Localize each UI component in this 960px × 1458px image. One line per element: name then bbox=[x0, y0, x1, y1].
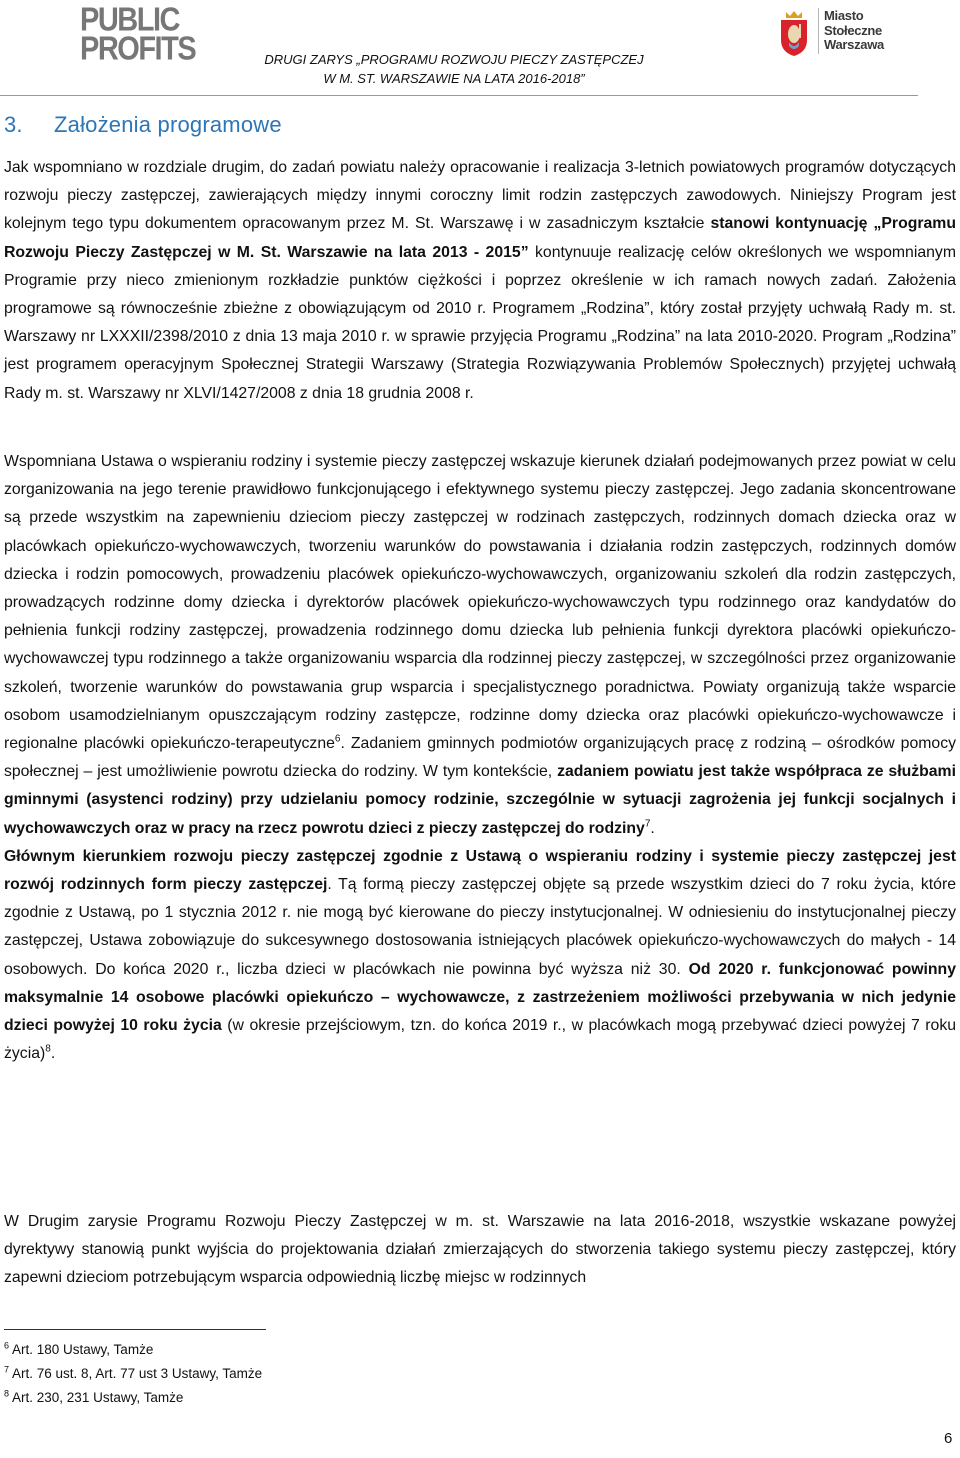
paragraph-1 bbox=[4, 154, 956, 408]
logo-line-1: PUBLIC bbox=[80, 1, 179, 39]
section-heading bbox=[4, 112, 282, 138]
p2-text-1: Wspomniana Ustawa o wspieraniu rodziny i systemie pieczy zastępczej wskazuje kierunek działań podejmowanych przez powiat w celu zorganizowania na jego terenie prawidłowo funkcjonującego i efektywnego systemu pieczy zastępczej. Jego zadania skoncentrowane są przede wszystkim na zapewnieniu dzieciom pieczy zastępczej w rodzinach zastępczych, rodzinnych domach dziecka oraz w placówkach opiekuńczo-wychowawczych, tworzeniu warunków do powstawania i działania rodzin zastępczych, rodzinnych domów dziecka i rodzin pomocowych, prowadzeniu placówek opiekuńczo-wychowawczych, organizowaniu szkoleń dla rodzin zastępczych, prowadzących rodzinne domy dziecka i dyrektorów placówek opiekuńczo-wychowawczych typu rodzinnego oraz kandydatów do pełnienia funkcji rodziny zastępczej, prowadzenia rodzinnego domu dziecka lub pełnienia funkcji dyrektora placówki opiekuńczo-wychowawczej typu rodzinnego a także organizowaniu wsparcia dla rodzinnej pieczy zastępczej, w szczególności przez organizowanie szkoleń, tworzenie warunków do powstawania grup wsparcia i specjalistycznego poradnictwa. Powiaty organizują także wsparcie osobom usamodzielnianym opuszczającym rodziny zastępcze, rodzinne domy dziecka oraz placówki opiekuńczo-wychowawcze i regionalne placówki opiekuńczo-terapeutyczne bbox=[4, 453, 956, 753]
warsaw-crest-icon bbox=[777, 6, 811, 58]
p1-text-1: Jak wspomniano w rozdziale drugim, do zadań powiatu należy opracowanie i realizacja 3-letnich powiatowych programów dotyczących rozwoju pieczy zastępczej, zawierających między innymi coroczny limit rodzin zastępczych zawodowych. Niniejszy Program jest kolejnym tego typu dokumentem opracowanym przez M. St. Warszawę i w zasadniczym kształcie bbox=[4, 159, 956, 233]
p3-text-1: W Drugim zarysie Programu Rozwoju Pieczy Zastępczej w m. st. Warszawie na lata 2016-2018, wszystkie wskazane powyżej dyrektywy stanowią punkt wyjścia do projektowania działań zmierzających do stworzenia takiego systemu pieczy zastępczej, który zapewni dzieciom potrzebującym wsparcia odpowiednią liczbę miejsc w rodzinnych bbox=[4, 1213, 956, 1287]
p2-text-5: (w okresie przejściowym, tzn. do końca 2019 r., w placówkach mogą przebywać dzieci powyżej 7 roku życia) bbox=[4, 1017, 957, 1063]
p2-text-6: . bbox=[50, 1045, 56, 1063]
page-header bbox=[0, 0, 960, 100]
section-number: 3. bbox=[4, 112, 23, 137]
p1-bold-1: stanowi kontynuację „Programu Rozwoju Pieczy Zastępczej w M. St. Warszawie na lata 2013 - 2015” bbox=[4, 215, 956, 261]
document-title bbox=[244, 50, 664, 88]
document-title-line-1: DRUGI ZARYS „PROGRAMU ROZWOJU PIECZY ZASTĘPCZEJ bbox=[264, 52, 644, 67]
p2-bold-1: zadaniem powiatu jest także współpraca ze służbami gminnymi (asystenci rodziny) przy udzielaniu pomocy rodzinie, szczególnie w sytuacji zagrożenia jej funkcji socjalnych i wychowawczych oraz w pracy na rzecz powrotu dzieci z pieczy zastępczej do rodziny bbox=[4, 763, 956, 837]
footnote-text: Art. 180 Ustawy, Tamże bbox=[9, 1342, 154, 1357]
footnote-8 bbox=[4, 1388, 183, 1408]
footnote-ref-7[interactable]: 7 bbox=[644, 818, 651, 830]
city-line-1: Miasto bbox=[824, 8, 864, 23]
footnote-ref-6[interactable]: 6 bbox=[334, 733, 341, 745]
logo-line-2: PROFITS bbox=[80, 30, 196, 68]
public-profits-logo bbox=[80, 1, 196, 68]
footnote-number: 8 bbox=[4, 1388, 10, 1399]
city-line-2: Stołeczne bbox=[824, 22, 882, 38]
p2-bold-2: Głównym kierunkiem rozwoju pieczy zastępczej zgodnie z Ustawą o wspieraniu rodziny i systemie pieczy zastępczej jest rozwój rodzinnych form pieczy zastępczej bbox=[4, 847, 956, 894]
page-number: 6 bbox=[944, 1430, 953, 1447]
section-title: Założenia programowe bbox=[54, 112, 282, 137]
p2-text-3: . bbox=[650, 819, 655, 837]
header-separator bbox=[818, 8, 819, 54]
footnote-text: Art. 76 ust. 8, Art. 77 ust 3 Ustawy, Tamże bbox=[9, 1366, 263, 1381]
header-rule bbox=[0, 95, 918, 96]
footnote-number: 7 bbox=[4, 1364, 10, 1375]
paragraph-2 bbox=[4, 448, 956, 1068]
p1-text-2: kontynuuje realizację celów określonych we wspomnianym Programie przy nieco zmienionym rozkładzie punktów ciężkości i poprzez określenie w ich ramach nowych zadań. Założenia programowe są równocześnie zbieżne z obowiązującym od 2010 r. Programem „Rodzina”, który został przyjęty uchwałą Rady m. st. Warszawy nr LXXXII/2398/2010 z dnia 13 maja 2010 r. w sprawie przyjęcia Programu „Rodzina” na lata 2010-2020. Program „Rodzina” jest programem operacyjnym Społecznej Strategii Warszawy (Strategia Rozwiązywania Problemów Społecznych) przyjętej uchwałą Rady m. st. Warszawy nr XLVI/1427/2008 z dnia 18 grudnia 2008 r. bbox=[4, 243, 956, 402]
city-line-3: Warszawa bbox=[824, 37, 884, 52]
document-title-line-2: W M. ST. WARSZAWIE NA LATA 2016-2018” bbox=[323, 71, 585, 86]
p2-text-2: . Zadaniem gminnych podmiotów organizujących pracę z rodziną – ośrodków pomocy społecznej – jest umożliwienie powrotu dziecka do rodziny. W tym kontekście, bbox=[4, 735, 956, 781]
footnote-6 bbox=[4, 1340, 153, 1360]
p2-text-4: . Tą formą pieczy zastępczej objęte są przede wszystkim dzieci do 7 roku życia, które zgodnie z Ustawą, po 1 stycznia 2012 r. nie mogą być kierowane do pieczy instytucjonalnej. W odniesieniu do instytucjonalnej pieczy zastępczej, Ustawa zobowiązuje do sukcesywnego dostosowania istniejących placówek opiekuńczo-wychowawczych do małych - 14 osobowych. Do końca 2020 r., liczba dzieci w placówkach nie powinna być wyższa niż 30. bbox=[4, 876, 957, 978]
city-logo-text bbox=[824, 9, 884, 53]
footnote-separator bbox=[4, 1329, 266, 1330]
paragraph-3 bbox=[4, 1208, 956, 1293]
footnote-ref-8[interactable]: 8 bbox=[45, 1044, 51, 1055]
footnote-7 bbox=[4, 1364, 262, 1384]
p2-bold-3: Od 2020 r. funkcjonować powinny maksymalnie 14 osobowe placówki opiekuńczo – wychowawcze, z zastrzeżeniem możliwości przebywania w nich jedynie dzieci powyżej 10 roku życia bbox=[4, 960, 956, 1035]
footnote-number: 6 bbox=[4, 1340, 10, 1351]
footnote-text: Art. 230, 231 Ustawy, Tamże bbox=[9, 1390, 184, 1405]
